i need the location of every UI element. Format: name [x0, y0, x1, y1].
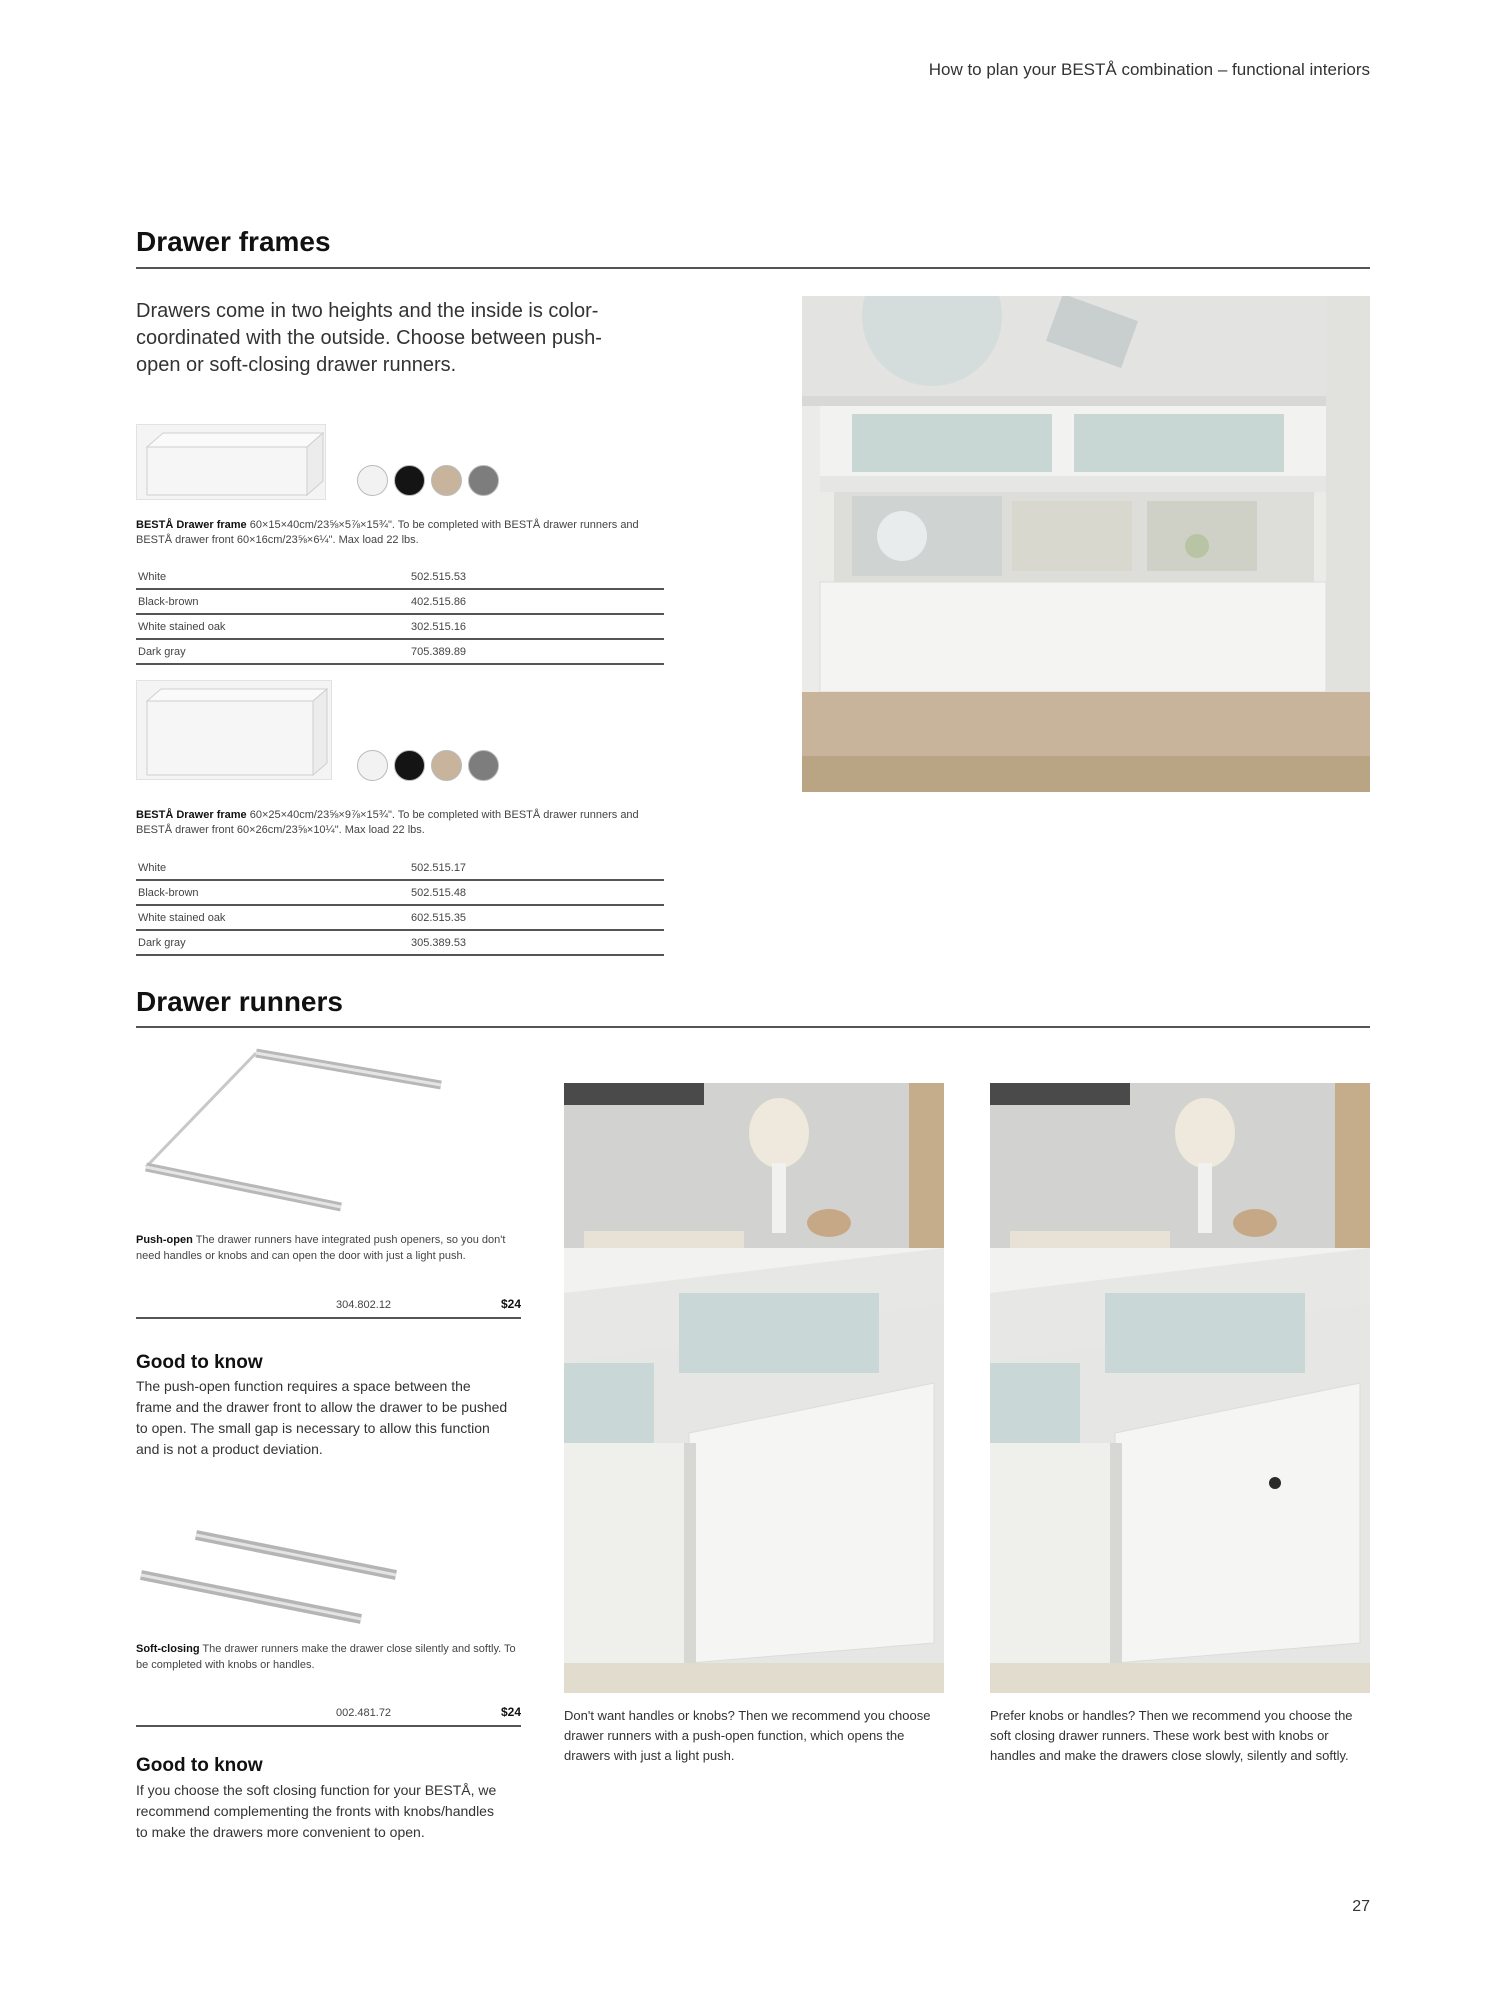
price: $24 — [500, 1705, 521, 1719]
color-name: Dark gray — [138, 645, 186, 658]
push-open-desc: The drawer runners have integrated push openers, so you don't need handles or knobs and can open the door with just a light push. — [136, 1234, 506, 1262]
swatch-black[interactable] — [394, 750, 425, 781]
swatch-dark-gray[interactable] — [468, 750, 499, 781]
table-row — [136, 590, 664, 615]
color-name: White stained oak — [138, 620, 226, 633]
table-row — [136, 931, 664, 956]
push-open-photo-caption: Don't want handles or knobs? Then we recommend you choose drawer runners with a push-open function, which opens the drawers with just a light push. — [564, 1708, 931, 1763]
drawer-frames-heading: Drawer frames — [136, 226, 331, 257]
drawer-frame-high-description — [136, 808, 656, 838]
article-number: 305.389.53 — [411, 936, 467, 949]
drawer-frame-high-spec-table — [136, 856, 664, 956]
table-row — [136, 640, 664, 665]
table-row — [136, 881, 664, 906]
swatch-oak[interactable] — [431, 750, 462, 781]
page-number: 27 — [1352, 1898, 1370, 1915]
article-number: 304.802.12 — [336, 1299, 392, 1311]
product-name: BESTÅ Drawer frame — [136, 809, 247, 821]
product-name: BESTÅ Drawer frame — [136, 519, 247, 531]
section-divider — [136, 267, 1370, 269]
article-number: 502.515.48 — [411, 886, 467, 899]
drawer-frames-intro: Drawers come in two heights and the inside is color-coordinated with the outside. Choose between push-open or soft-closing drawer runners. — [136, 300, 602, 376]
push-open-drawer-photo — [564, 1083, 944, 1693]
drawer-frame-high-image — [136, 680, 332, 780]
color-name: Black-brown — [138, 595, 199, 608]
push-open-description — [136, 1232, 521, 1264]
color-name: White — [138, 861, 167, 874]
color-name: White — [138, 570, 167, 583]
drawer-runners-heading: Drawer runners — [136, 986, 343, 1017]
soft-closing-price-row — [136, 1701, 521, 1727]
product-desc: 60×15×40cm/23⅝×5⅞×15¾". To be completed with BESTÅ drawer runners and BESTÅ drawer front 60×16cm/23⅝×6¼". Max load 22 lbs. — [136, 519, 639, 546]
drawer-frame-low-image — [136, 424, 326, 500]
article-number: 502.515.17 — [411, 861, 467, 874]
soft-closing-photo-caption: Prefer knobs or handles? Then we recommend you choose the soft closing drawer runners. These work best with knobs or handles and make the drawers close slowly, silently and softly. — [990, 1708, 1353, 1763]
soft-closing-name: Soft-closing — [136, 1643, 200, 1655]
swatch-white[interactable] — [357, 750, 388, 781]
table-row — [136, 906, 664, 931]
article-number: 402.515.86 — [411, 595, 467, 608]
soft-closing-description — [136, 1641, 521, 1673]
swatch-dark-gray[interactable] — [468, 465, 499, 496]
soft-closing-runner-image — [136, 1515, 406, 1635]
table-row — [136, 615, 664, 640]
article-number: 705.389.89 — [411, 645, 467, 658]
article-number: 002.481.72 — [336, 1707, 392, 1719]
price: $24 — [500, 1297, 521, 1311]
color-name: Dark gray — [138, 936, 186, 949]
open-drawer-photo — [802, 296, 1370, 792]
product-desc: 60×25×40cm/23⅝×9⅞×15¾". To be completed with BESTÅ drawer runners and BESTÅ drawer front 60×26cm/23⅝×10¼". Max load 22 lbs. — [136, 809, 639, 836]
swatch-oak[interactable] — [431, 465, 462, 496]
drawer-frame-low-description — [136, 518, 656, 548]
drawer-frame-low-spec-table — [136, 565, 664, 665]
push-open-price-row — [136, 1293, 521, 1319]
drawer-frame-high-color-swatches — [357, 750, 499, 781]
color-name: Black-brown — [138, 886, 199, 899]
swatch-white[interactable] — [357, 465, 388, 496]
soft-closing-drawer-photo — [990, 1083, 1370, 1693]
good-to-know-text: The push-open function requires a space between the frame and the drawer front to allow the drawer to be pushed to open. The small gap is necessary to allow this function and is not a product deviation. — [136, 1378, 508, 1457]
soft-closing-desc: The drawer runners make the drawer close silently and softly. To be completed with knobs or handles. — [136, 1643, 516, 1671]
table-row — [136, 565, 664, 590]
page-header-title: How to plan your BESTÅ combination – functional interiors — [928, 60, 1370, 79]
good-to-know-heading: Good to know — [136, 1352, 263, 1373]
article-number: 602.515.35 — [411, 911, 467, 924]
article-number: 302.515.16 — [411, 620, 467, 633]
color-name: White stained oak — [138, 911, 226, 924]
push-open-name: Push-open — [136, 1234, 193, 1246]
section-divider — [136, 1026, 1370, 1028]
article-number: 502.515.53 — [411, 570, 467, 583]
good-to-know-text: If you choose the soft closing function for your BESTÅ, we recommend complementing the fronts with knobs/handles to make the drawers more convenient to open. — [136, 1782, 497, 1840]
swatch-black[interactable] — [394, 465, 425, 496]
push-open-runner-image — [136, 1045, 456, 1225]
table-row — [136, 856, 664, 881]
drawer-frame-low-color-swatches — [357, 465, 499, 496]
good-to-know-heading: Good to know — [136, 1755, 263, 1776]
